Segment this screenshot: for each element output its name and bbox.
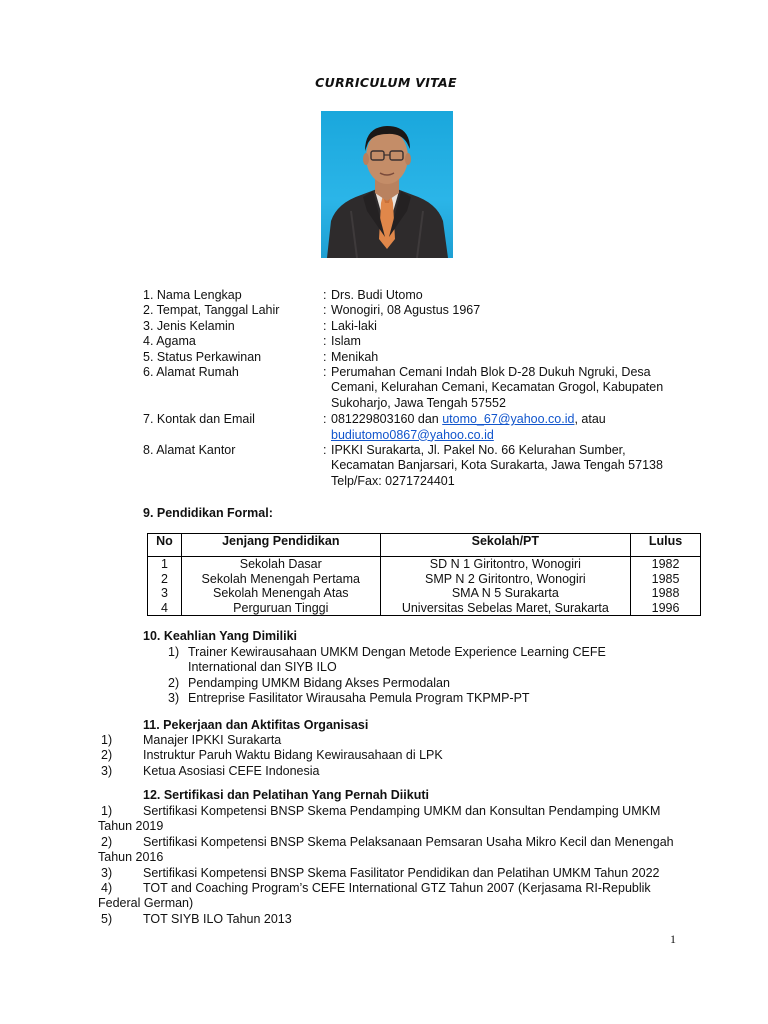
info-colon: : [323,443,327,458]
list-number: 3) [168,691,180,706]
list-text: Instruktur Paruh Waktu Bidang Kewirausahaan di LPK [143,748,443,763]
table-row [148,601,701,616]
list-item [98,835,688,866]
info-colon: : [323,303,327,318]
table-row [148,572,701,587]
list-number: 2) [168,675,180,690]
list-item [168,691,628,706]
work-heading: 11. Pekerjaan dan Aktifitas Organisasi [143,718,369,732]
skills-list [168,645,628,707]
education-table [147,533,701,616]
info-label: 4. Agama [143,334,196,349]
info-row-name [143,288,703,303]
info-row-marital [143,350,703,365]
list-text: Sertifikasi Kompetensi BNSP Skema Fasilitator Pendidikan dan Pelatihan UMKM Tahun 2022 [143,865,660,880]
work-list [101,733,601,779]
table-row [148,557,701,572]
list-text: TOT SIYB ILO Tahun 2013 [143,911,292,926]
info-row-gender [143,319,703,334]
info-row-religion [143,334,703,349]
list-item [168,676,628,691]
list-text: Entreprise Fasilitator Wirausaha Pemula Program TKPMP-PT [188,691,530,706]
info-label: 6. Alamat Rumah [143,365,239,380]
list-number: 3) [101,865,113,880]
info-colon: : [323,318,327,333]
info-value: Wonogiri, 08 Agustus 1967 [331,303,481,318]
email-link-2[interactable]: budiutomo0867@yahoo.co.id [331,427,494,442]
page-number: 1 [670,932,676,946]
list-item [101,748,601,763]
cell-school: SD N 1 Giritontro, Wonogiri [380,557,631,572]
cell-school: SMP N 2 Giritontro, Wonogiri [380,572,631,587]
info-row-contact [143,412,703,443]
list-text: Sertifikasi Kompetensi BNSP Skema Pelaksanaan Pemsaran Usaha Mikro Kecil dan Menengah Tahun 2016 [98,834,674,865]
info-row-birth [143,303,703,318]
list-text: Trainer Kewirausahaan UMKM Dengan Metode Experience Learning CEFE International dan SIYB ILO [188,645,606,675]
list-text: Pendamping UMKM Bidang Akses Permodalan [188,675,450,690]
list-item [101,733,601,748]
column-header-level: Jenjang Pendidikan [181,534,380,557]
info-value: Laki-laki [331,318,377,333]
list-text: Ketua Asosiasi CEFE Indonesia [143,763,320,778]
list-number: 2) [101,748,113,763]
info-row-office-address [143,443,703,489]
list-item [98,881,688,912]
list-item [168,645,628,676]
certifications-heading: 12. Sertifikasi dan Pelatihan Yang Pernah Diikuti [143,788,429,802]
list-number: 1) [168,645,180,659]
list-number: 4) [101,881,113,896]
list-number: 2) [101,834,113,849]
list-number: 3) [101,763,113,778]
info-label: 1. Nama Lengkap [143,288,242,302]
table-row [148,586,701,601]
info-label: 8. Alamat Kantor [143,443,236,458]
personal-info [143,288,703,489]
cell-level: Sekolah Dasar [181,557,380,572]
info-value: IPKKI Surakarta, Jl. Pakel No. 66 Kelurahan Sumber, Kecamatan Banjarsari, Kota Surakarta, Jawa Tengah 57138 Telp/Fax: 0271724401 [331,443,663,488]
cell-level: Perguruan Tinggi [181,601,380,616]
list-item [98,804,688,835]
info-value: Drs. Budi Utomo [331,288,423,302]
column-header-no: No [148,534,182,557]
phone-text: 081229803160 dan [331,412,443,427]
column-header-school: Sekolah/PT [380,534,631,557]
cell-no: 1 [148,557,182,572]
cell-year: 1985 [631,572,701,587]
list-number: 5) [101,911,113,926]
cell-no: 2 [148,572,182,587]
education-heading: 9. Pendidikan Formal: [143,506,273,520]
info-value: Islam [331,334,361,349]
skills-heading: 10. Keahlian Yang Dimiliki [143,629,297,643]
contact-separator: , atau [574,412,606,427]
column-header-year: Lulus [631,534,701,557]
cell-year: 1982 [631,557,701,572]
info-colon: : [323,365,327,380]
list-text: TOT and Coaching Program’s CEFE International GTZ Tahun 2007 (Kerjasama RI-Republik Federal German) [98,881,651,911]
cell-school: Universitas Sebelas Maret, Surakarta [380,601,631,616]
cell-no: 3 [148,586,182,601]
list-item [98,912,688,927]
list-number: 1) [101,733,113,747]
cell-school: SMA N 5 Surakarta [380,586,631,601]
info-colon: : [323,412,327,427]
info-label: 5. Status Perkawinan [143,349,262,364]
info-colon: : [323,349,327,364]
list-item [101,764,601,779]
list-number: 1) [101,804,113,818]
info-label: 3. Jenis Kelamin [143,318,235,333]
info-value [331,412,703,443]
certifications-list [98,804,688,927]
info-label: 7. Kontak dan Email [143,412,255,427]
cell-year: 1988 [631,586,701,601]
cell-no: 4 [148,601,182,616]
info-value: Perumahan Cemani Indah Blok D-28 Dukuh Ngruki, Desa Cemani, Kelurahan Cemani, Kecamatan Grogol, Kabupaten Sukoharjo, Jawa Tengah 57552 [331,365,664,410]
list-text: Sertifikasi Kompetensi BNSP Skema Pendamping UMKM dan Konsultan Pendamping UMKM Tahun 2019 [98,804,661,834]
info-colon: : [323,334,327,349]
info-value: Menikah [331,349,379,364]
document-title: CURRICULUM VITAE [315,75,457,90]
cell-year: 1996 [631,601,701,616]
info-row-home-address [143,365,703,411]
cell-level: Sekolah Menengah Atas [181,586,380,601]
list-item [98,866,688,881]
cell-level: Sekolah Menengah Pertama [181,572,380,587]
profile-photo [321,111,453,258]
email-link-1[interactable]: utomo_67@yahoo.co.id [442,412,575,427]
info-colon: : [323,288,327,302]
table-header-row [148,534,701,557]
list-text: Manajer IPKKI Surakarta [143,733,282,747]
portrait-illustration [321,111,453,258]
info-label: 2. Tempat, Tanggal Lahir [143,303,280,318]
